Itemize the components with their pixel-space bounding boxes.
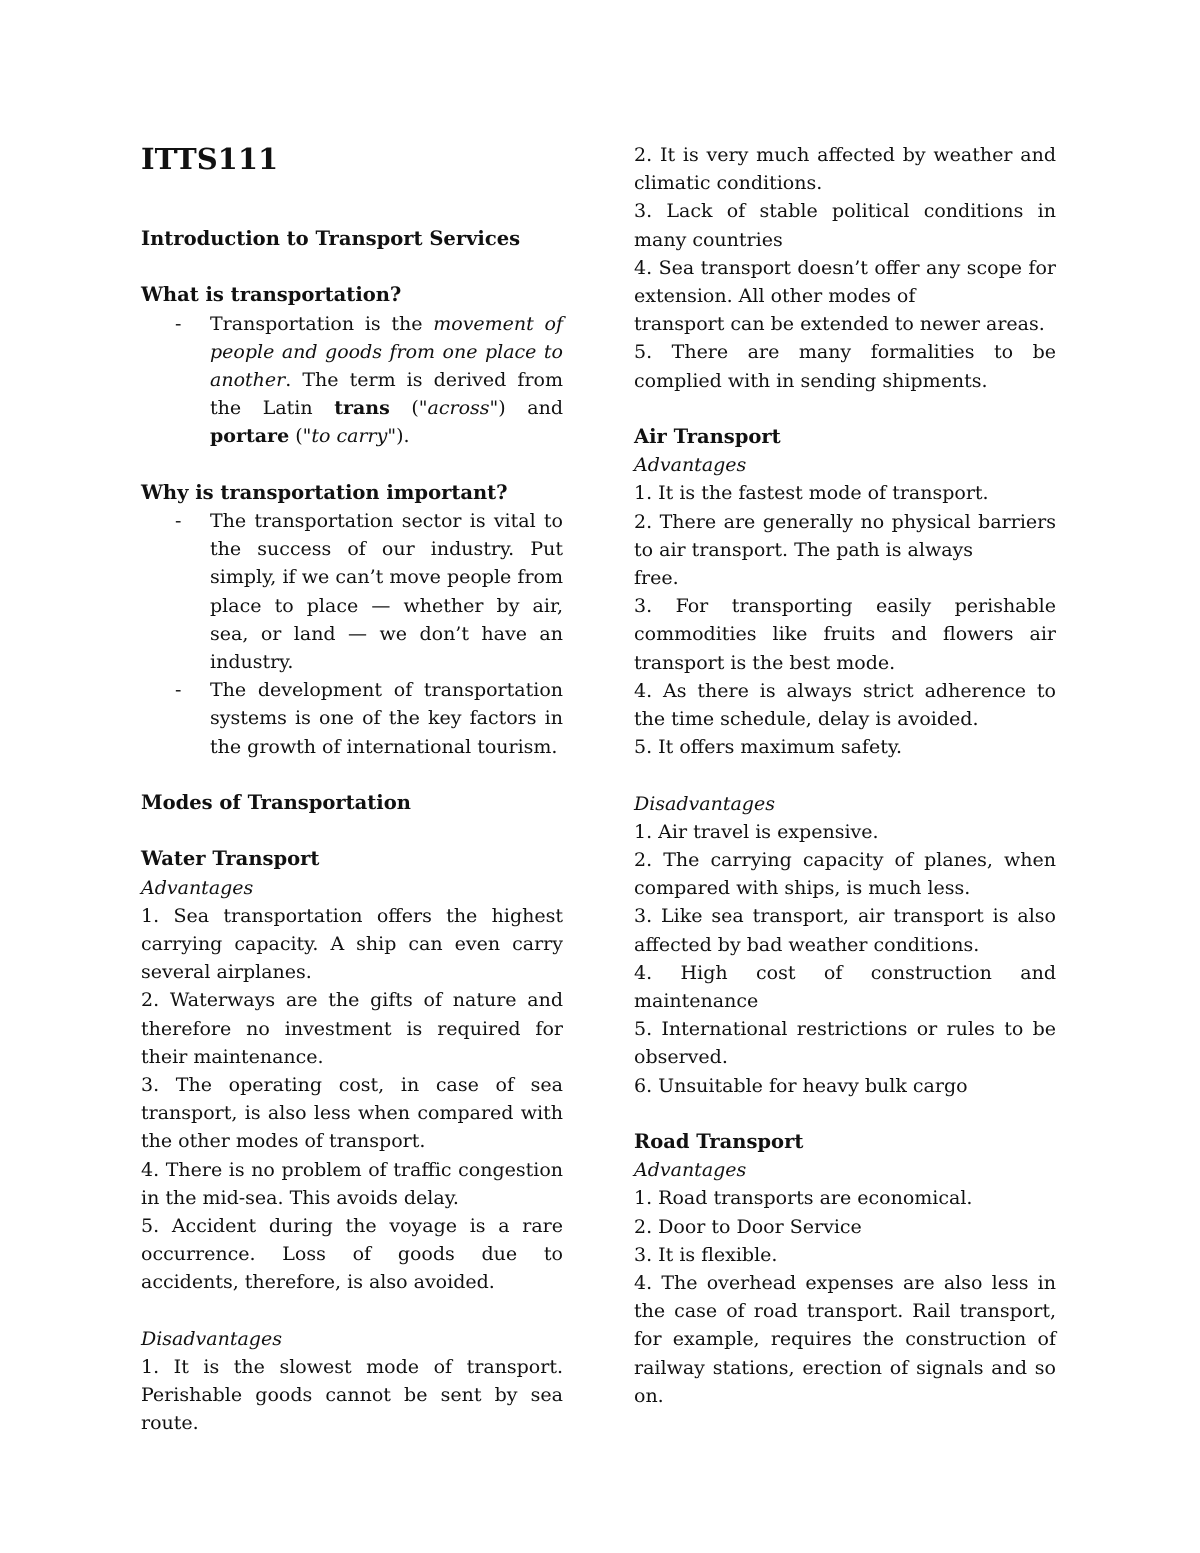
list-item: 5. There are many formalities to be complied with in sending shipments. — [634, 341, 1056, 392]
list-item: 1. Air travel is expensive. — [634, 820, 879, 843]
list-item: 4. The overhead expenses are also less in the case of road transport. Rail transport, for example, requires the construction of railway stations, erection of signals and so on. — [634, 1272, 1056, 1407]
list-item: 5. Accident during the voyage is a rare occurrence. Loss of goods due to accidents, therefore, is also avoided. — [141, 1215, 563, 1294]
list-item: transport can be extended to newer areas. — [634, 313, 1045, 336]
why-heading: Why is transportation important? — [141, 480, 508, 504]
list-item: 2. Door to Door Service — [634, 1215, 862, 1238]
list-item: 3. For transporting easily perishable commodities like fruits and flowers air transport is the best mode. — [634, 595, 1056, 674]
list-item: free. — [634, 567, 679, 590]
road-heading: Road Transport — [634, 1130, 804, 1154]
list-item: 3. The operating cost, in case of sea transport, is also less when compared with the other modes of transport. — [141, 1074, 563, 1153]
list-item: 2. The carrying capacity of planes, when compared with ships, is much less. — [634, 849, 1056, 900]
list-item: 6. Unsuitable for heavy bulk cargo — [634, 1074, 968, 1097]
list-item: 2. It is very much affected by weather and climatic conditions. — [634, 144, 1056, 195]
list-item: 4. There is no problem of traffic congestion in the mid-sea. This avoids delay. — [141, 1158, 563, 1209]
why-bullet: - The transportation sector is vital to the success of our industry. Put simply, if we can’t move people from place to place — whether by air, sea, or land — we don’t have an industry. — [175, 510, 563, 674]
water-heading: Water Transport — [141, 847, 320, 871]
left-column — [141, 141, 563, 1438]
list-item: 4. Sea transport doesn’t offer any scope for extension. All other modes of — [634, 256, 1056, 308]
list-item: 1. It is the fastest mode of transport. — [634, 482, 989, 505]
road-advantages-label: Advantages — [634, 1159, 747, 1182]
list-item: 1. Road transports are economical. — [634, 1187, 973, 1210]
list-item: 2. There are generally no physical barriers to air transport. The path is always — [634, 510, 1056, 561]
modes-heading: Modes of Transportation — [141, 791, 411, 815]
air-disadvantages-label: Disadvantages — [634, 792, 775, 815]
list-item: 4. As there is always strict adherence to the time schedule, delay is avoided. — [634, 679, 1056, 731]
list-item: 1. Sea transportation offers the highest carrying capacity. A ship can even carry several airplanes. — [141, 904, 563, 984]
definition-bullet: - Transportation is the movement of people and goods from one place to another. The term is derived from the Latin trans ("across") and portare ("to carry"). — [175, 312, 563, 448]
list-item: 5. International restrictions or rules to be observed. — [634, 1018, 1056, 1069]
course-subtitle: Introduction to Transport Services — [141, 227, 521, 250]
list-item: 3. Like sea transport, air transport is also affected by bad weather conditions. — [634, 905, 1056, 956]
air-advantages-label: Advantages — [634, 454, 747, 477]
list-item: 5. It offers maximum safety. — [634, 736, 903, 759]
right-column — [634, 141, 1056, 1410]
air-heading: Air Transport — [634, 425, 781, 449]
water-disadvantages-label: Disadvantages — [141, 1327, 282, 1350]
list-item: 2. Waterways are the gifts of nature and therefore no investment is required for their maintenance. — [141, 989, 563, 1068]
list-item: 3. It is flexible. — [634, 1243, 778, 1266]
what-heading: What is transportation? — [141, 283, 402, 307]
list-item: 3. Lack of stable political conditions in many countries — [634, 200, 1056, 251]
water-advantages-label: Advantages — [141, 876, 254, 899]
document-title: ITTS111 — [141, 142, 279, 176]
why-bullet: - The development of transportation systems is one of the key factors in the growth of international tourism. — [175, 679, 563, 758]
list-item: 1. It is the slowest mode of transport. Perishable goods cannot be sent by sea route. — [141, 1356, 563, 1435]
list-item: 4. High cost of construction and maintenance — [634, 961, 1056, 1013]
